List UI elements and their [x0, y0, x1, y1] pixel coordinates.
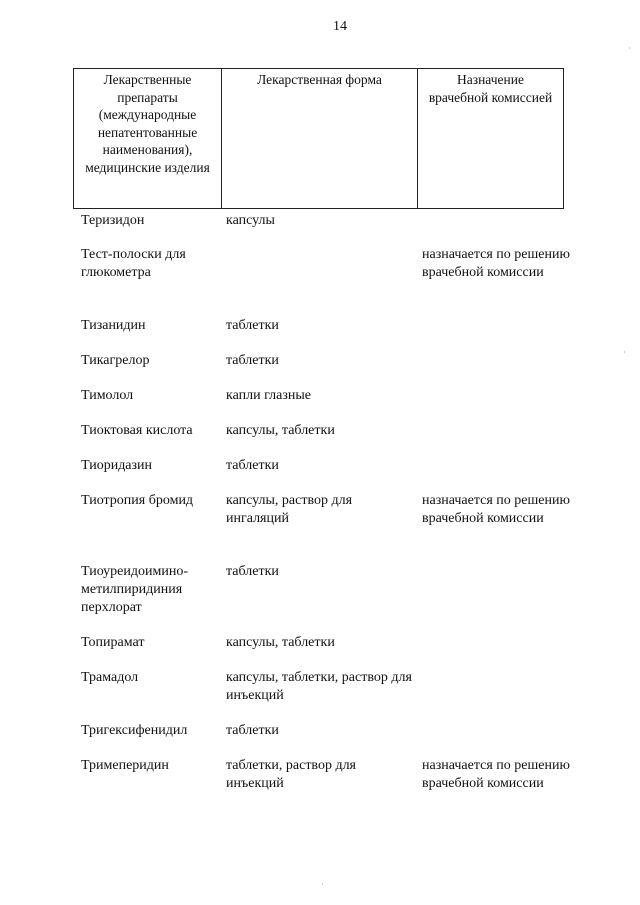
dosage-form: таблетки: [226, 458, 279, 473]
drug-name: Тиоуреидоимино-метилпиридиния перхлорат: [81, 564, 188, 615]
drug-name: Тригексифенидил: [81, 723, 188, 738]
drug-name: Тиоктовая кислота: [81, 423, 193, 438]
commission-note: назначается по решению врачебной комиссии: [422, 758, 570, 791]
drug-name: Тикагрелор: [81, 353, 150, 368]
dosage-form: таблетки: [226, 353, 279, 368]
header-drugs: Лекарственные препараты (международные непатентованные наименования), медицинские изделия: [74, 69, 222, 208]
page-number: 14: [333, 19, 347, 34]
scan-speck: ·: [623, 348, 626, 357]
drug-name: Тримеперидин: [81, 758, 169, 773]
drug-name: Тиотропия бромид: [81, 493, 194, 508]
drug-name: Топирамат: [81, 635, 145, 650]
dosage-form: капсулы, таблетки, раствор для инъекций: [226, 670, 412, 703]
dosage-form: капсулы: [226, 213, 275, 228]
dosage-form: капсулы, таблетки: [226, 635, 335, 650]
commission-note: назначается по решению врачебной комиссии: [422, 493, 570, 526]
dosage-form: капли глазные: [226, 388, 311, 403]
drug-name: Теризидон: [81, 213, 145, 228]
header-dosage-form: Лекарственная форма: [222, 69, 418, 208]
dosage-form: таблетки: [226, 723, 279, 738]
dosage-form: капсулы, раствор для ингаляций: [226, 493, 353, 526]
drug-name: Тизанидин: [81, 318, 146, 333]
drug-name: Тиоридазин: [81, 458, 153, 473]
commission-note: назначается по решению врачебной комиссии: [422, 247, 570, 280]
drug-name: Тимолол: [81, 388, 134, 403]
dosage-form: капсулы, таблетки: [226, 423, 335, 438]
drug-name: Трамадол: [81, 670, 139, 685]
dosage-form: таблетки: [226, 564, 279, 579]
scan-speck: ·: [321, 880, 324, 889]
dosage-form: таблетки, раствор для инъекций: [226, 758, 356, 791]
header-commission: Назначение врачебной комиссией: [428, 72, 553, 105]
scan-speck: ·: [628, 44, 631, 53]
dosage-form: таблетки: [226, 318, 279, 333]
drug-name: Тест-полоски для глюкометра: [81, 247, 186, 280]
